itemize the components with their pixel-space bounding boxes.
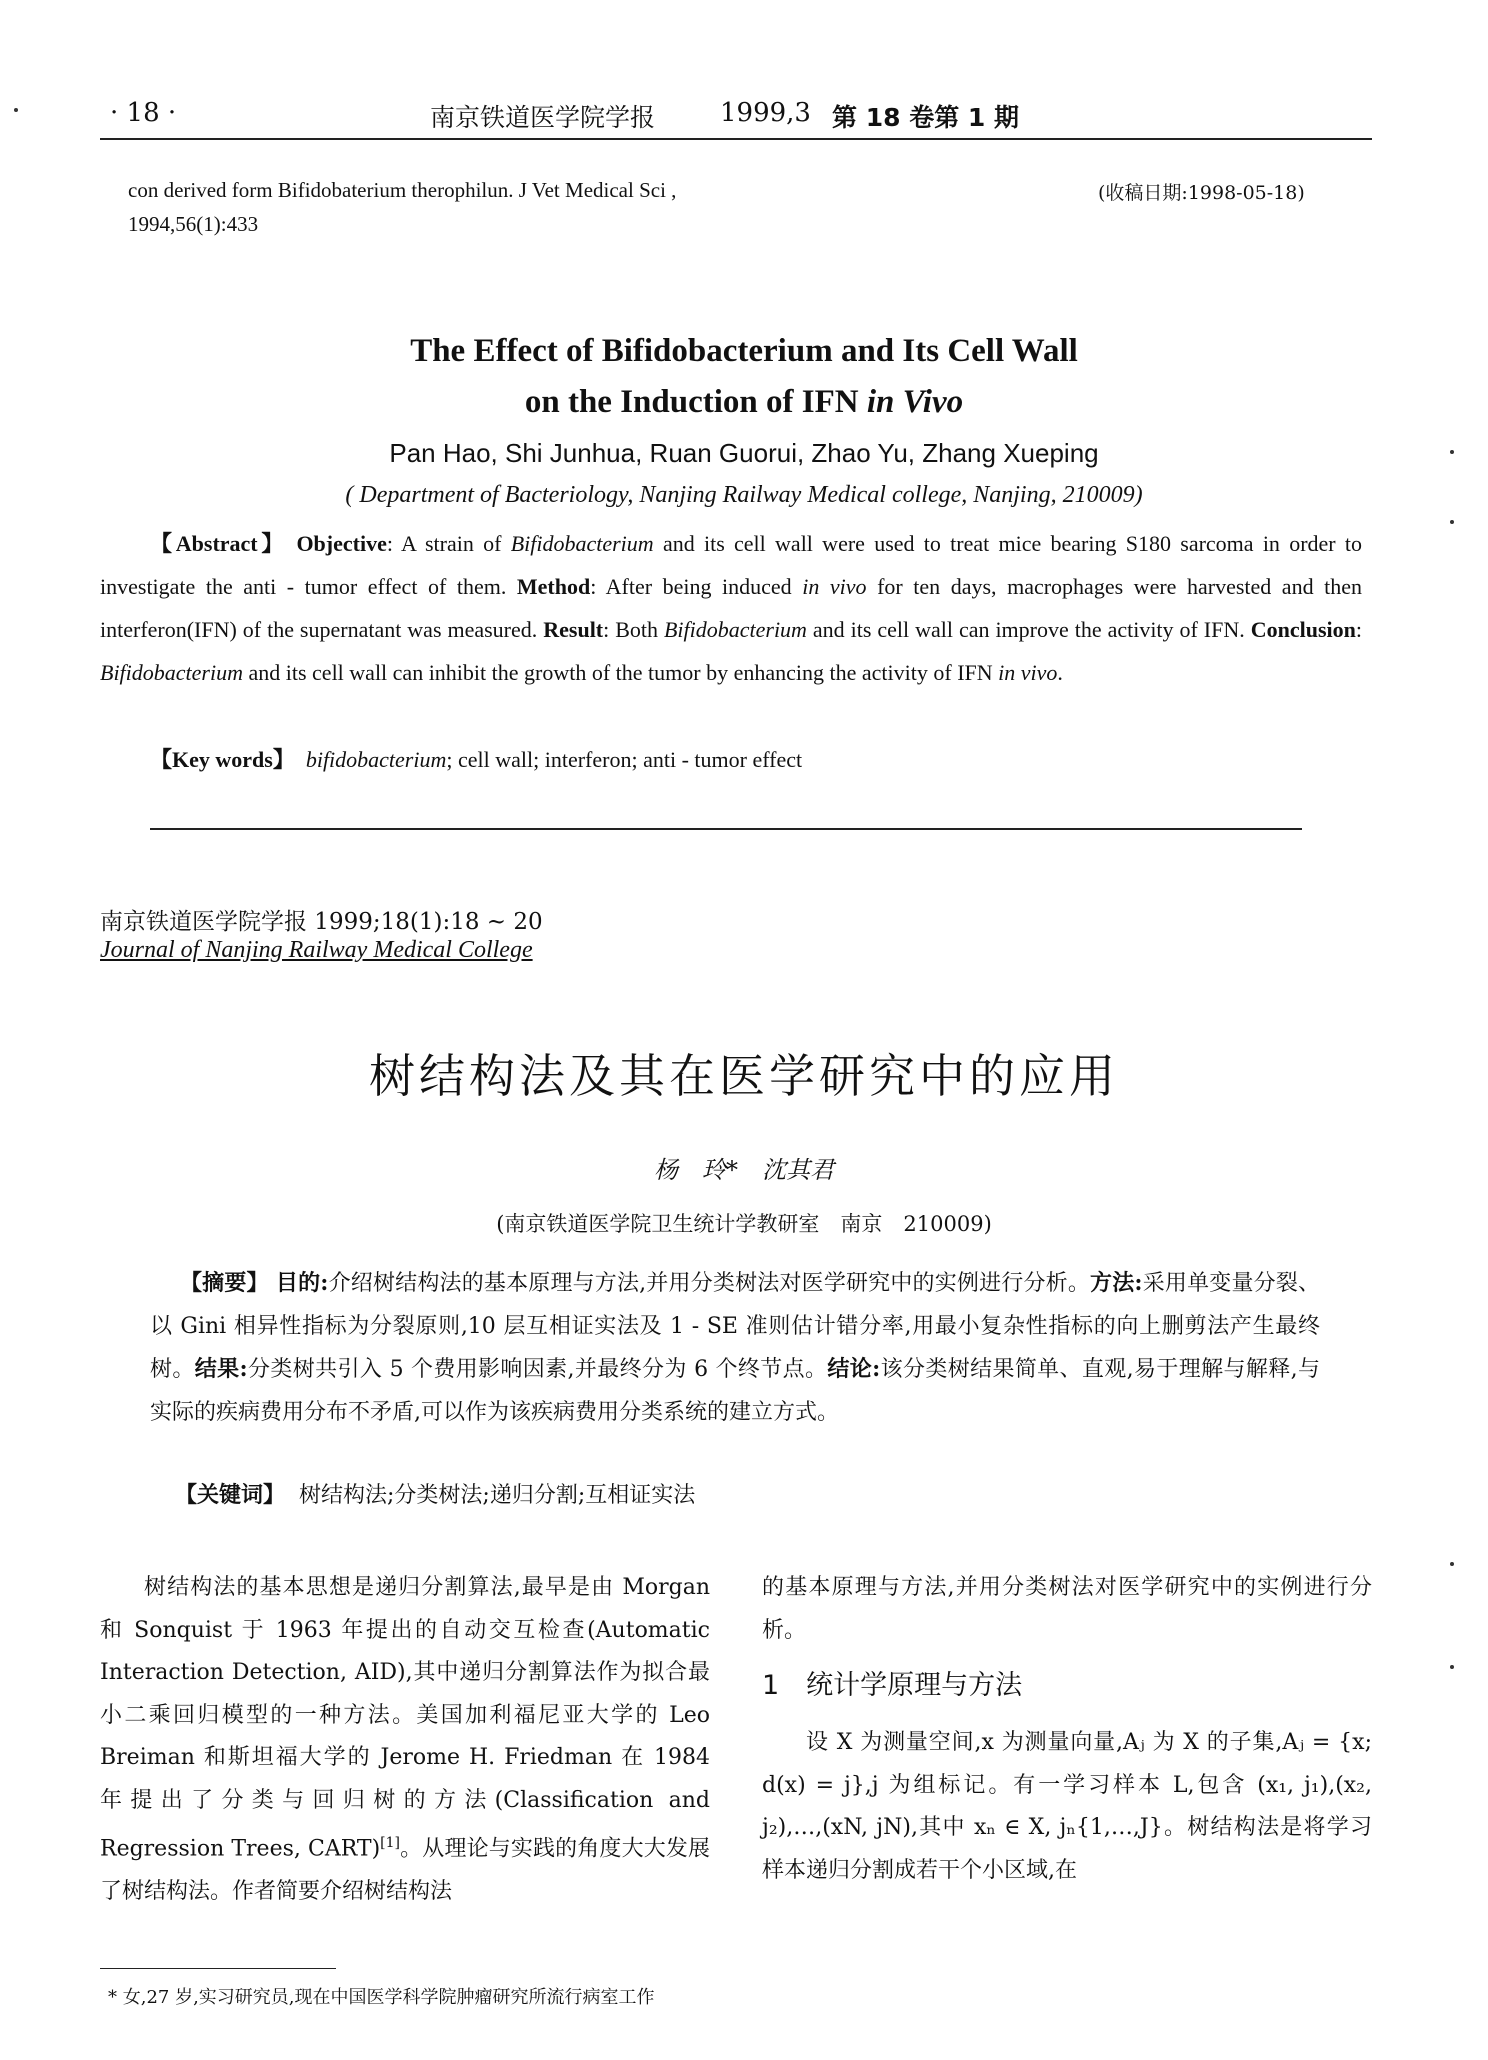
- scan-speck: [1450, 520, 1454, 524]
- english-title-line1: The Effect of Bifidobacterium and Its Cell Wall: [410, 333, 1078, 369]
- chinese-affiliation: (南京铁道医学院卫生统计学教研室 南京 210009): [496, 1212, 992, 1236]
- chinese-abstract: 【摘要】 目的:介绍树结构法的基本原理与方法,并用分类树法对医学研究中的实例进行分析。方法:采用单变量分裂、以 Gini 相异性指标为分裂原则,10 层互相证实法及 1 - SE 准则估计错分率,用最小复杂性指标的向上删剪法产生最终树。结果:分类树共引入 5 个费用影响因素,并最终分为 6 个终节点。结论:该分类树结果简单、直观,易于理解与解释,与实际的疾病费用分布不矛盾,可以作为该疾病费用分类系统的建立方式。: [150, 1270, 1320, 1425]
- chinese-keywords: 【关键词】 树结构法;分类树法;递归分割;互相证实法: [175, 1482, 696, 1508]
- section-divider: [150, 828, 1302, 830]
- cn-result-label: 结果:: [194, 1356, 248, 1382]
- footnote-rule: [100, 1968, 336, 1969]
- cn-keywords-label: 【关键词】: [175, 1482, 286, 1508]
- body-left-column: 树结构法的基本思想是递归分割算法,最早是由 Morgan 和 Sonquist 于 1963 年提出的自动交互检查(Automatic Interaction Detection, AID),其中递归分割算法作为拟合最小二乘回归模型的一种方法。美国加利福尼亚大学的 Leo Breiman 和斯坦福大学的 Jerome H. Friedman 在 1984 年提出了分类与回归树的方法(Classification and Regression Trees, CART)[1]。从理论与实践的角度大大发展了树结构法。作者简要介绍树结构法: [100, 1575, 710, 1904]
- cn-conclusion-label: 结论:: [827, 1356, 881, 1382]
- english-abstract: 【Abstract】 Objective: A strain of Bifidobacterium and its cell wall were used to treat mice bearing S180 sarcoma in order to investigate the anti - tumor effect of them. Method: After being induced in vivo for ten days, macrophages were harvested and then interferon(IFN) of the supernatant was measured. Result: Both Bifidobacterium and its cell wall can improve the activity of IFN. Conclusion: Bifidobacterium and its cell wall can inhibit the growth of the tumor by enhancing the activity of IFN in vivo.: [100, 531, 1362, 685]
- english-title: [0, 326, 1488, 428]
- result-label: Result: [543, 617, 604, 642]
- source-citation: 南京铁道医学院学报 1999;18(1):18 ~ 20: [100, 909, 543, 935]
- reference-tail-line1: con derived form Bifidobaterium therophilun. J Vet Medical Sci ,: [128, 178, 677, 202]
- received-date: (收稿日期:1998-05-18): [1098, 182, 1305, 204]
- cn-method-label: 方法:: [1090, 1270, 1143, 1296]
- chinese-title: 树结构法及其在医学研究中的应用: [369, 1049, 1119, 1103]
- method-label: Method: [516, 574, 591, 599]
- author-footnote: * 女,27 岁,实习研究员,现在中国医学科学院肿瘤研究所流行病室工作: [108, 1987, 655, 2008]
- english-title-line2: on the Induction of IFN in Vivo: [524, 384, 964, 420]
- scan-speck: [1450, 1562, 1454, 1566]
- page-number: · 18 ·: [110, 98, 177, 128]
- keywords-label: 【Key words】: [150, 747, 295, 772]
- body-right-column: 的基本原理与方法,并用分类树法对医学研究中的实例进行分析。 1 统计学原理与方法 设 X 为测量空间,x 为测量向量,Aⱼ 为 X 的子集,Aⱼ = {x; d(x) = j},j 为组标记。有一学习样本 L,包含 (x₁, j₁),(x₂, j₂),…,(xN, jN),其中 xₙ ∈ X, jₙ{1,…,J}。树结构法是将学习样本递归分割成若干个小区域,在: [762, 1575, 1372, 1883]
- scan-speck: [14, 108, 18, 112]
- section-heading: 1 统计学原理与方法: [762, 1670, 1023, 1701]
- header-year-issue: 1999,3: [720, 98, 811, 128]
- citation-ref: [1]: [380, 1835, 401, 1851]
- scan-speck: [1450, 450, 1454, 454]
- header-rule: [100, 138, 1372, 140]
- abstract-label: 【Abstract】: [150, 531, 288, 556]
- english-authors: Pan Hao, Shi Junhua, Ruan Guorui, Zhao Yu, Zhang Xueping: [389, 438, 1099, 468]
- source-journal-english: Journal of Nanjing Railway Medical College: [100, 937, 533, 963]
- cn-abstract-label: 【摘要】: [180, 1270, 269, 1296]
- cn-aim-label: 目的:: [275, 1270, 329, 1296]
- scan-speck: [1450, 1665, 1454, 1669]
- header-journal-name: 南京铁道医学院学报: [430, 103, 656, 132]
- english-affiliation: ( Department of Bacteriology, Nanjing Railway Medical college, Nanjing, 210009): [345, 482, 1143, 508]
- header-volume: 第 18 卷第 1 期: [832, 103, 1019, 132]
- english-keywords: 【Key words】 bifidobacterium; cell wall; interferon; anti - tumor effect: [150, 747, 803, 772]
- reference-tail-line2: 1994,56(1):433: [128, 212, 259, 236]
- objective-label: Objective: [296, 531, 387, 556]
- chinese-authors: 杨 玲* 沈其君: [654, 1156, 834, 1184]
- conclusion-label: Conclusion: [1250, 617, 1356, 642]
